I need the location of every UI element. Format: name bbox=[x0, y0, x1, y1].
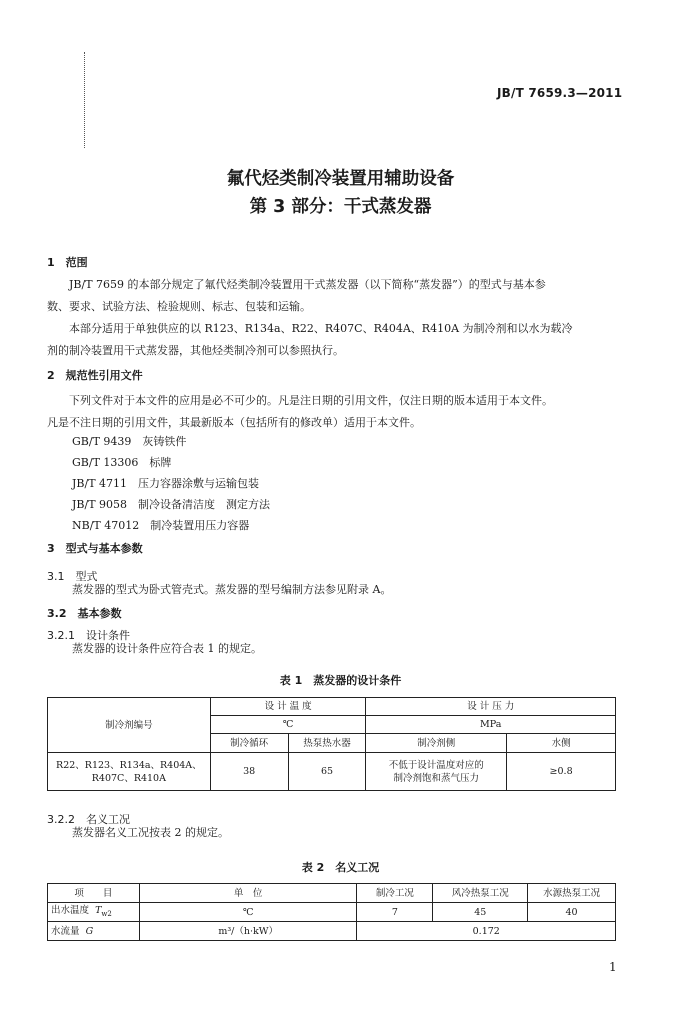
item-header: 项 目 bbox=[48, 884, 140, 903]
reference-item: JB/T 4711 压力容器涂敷与运输包装 bbox=[72, 477, 260, 490]
item-label: 出水温度 bbox=[51, 904, 90, 916]
design-temp-unit: ℃ bbox=[210, 716, 366, 734]
table-2 bbox=[47, 883, 616, 941]
table-1-caption: 表 1 蒸发器的设计条件 bbox=[279, 674, 402, 687]
cooling-cycle-header: 制冷循环 bbox=[210, 734, 288, 753]
item-label: 水流量 bbox=[51, 925, 80, 937]
reference-item: GB/T 9439 灰铸铁件 bbox=[72, 435, 187, 448]
cell-line: 制冷剂饱和蒸气压力 bbox=[393, 772, 480, 784]
flow-rate-value: 0.172 bbox=[357, 922, 616, 941]
section-1-heading: 1 范围 bbox=[47, 256, 88, 269]
heat-pump-cell: 65 bbox=[288, 753, 366, 791]
outlet-temp-water: 40 bbox=[528, 903, 616, 922]
design-pressure-unit: MPa bbox=[366, 716, 616, 734]
water-heat-pump-header: 水源热泵工况 bbox=[528, 884, 616, 903]
outlet-temp-cooling: 7 bbox=[357, 903, 433, 922]
design-pressure-header: 设 计 压 力 bbox=[366, 698, 616, 716]
outlet-temp-item bbox=[48, 903, 140, 922]
cooling-header: 制冷工况 bbox=[357, 884, 433, 903]
water-side-cell: ≥0.8 bbox=[507, 753, 616, 791]
section-3-2-heading: 3.2 基本参数 bbox=[47, 607, 122, 620]
reference-item: GB/T 13306 标牌 bbox=[72, 456, 172, 469]
binding-line bbox=[84, 52, 86, 148]
cell-line: R407C、R410A bbox=[91, 772, 166, 784]
design-temp-header: 设 计 温 度 bbox=[210, 698, 366, 716]
section-3-2-1-heading: 3.2.1 设计条件 bbox=[47, 629, 130, 642]
water-side-header: 水侧 bbox=[507, 734, 616, 753]
table-2-caption: 表 2 名义工况 bbox=[301, 861, 380, 874]
cooling-cycle-cell: 38 bbox=[210, 753, 288, 791]
outlet-temp-unit: ℃ bbox=[139, 903, 357, 922]
section-3-2-2-heading: 3.2.2 名义工况 bbox=[47, 813, 130, 826]
outlet-temp-air: 45 bbox=[433, 903, 528, 922]
refrigerant-header: 制冷剂编号 bbox=[48, 698, 211, 753]
flow-rate-item bbox=[48, 922, 140, 941]
table-1 bbox=[47, 697, 616, 791]
heat-pump-header: 热泵热水器 bbox=[288, 734, 366, 753]
para-line: 凡是不注日期的引用文件，其最新版本（包括所有的修改单）适用于本文件。 bbox=[47, 416, 421, 429]
refrigerant-side-cell bbox=[366, 753, 507, 791]
reference-item: JB/T 9058 制冷设备清洁度 测定方法 bbox=[72, 498, 271, 511]
item-symbol-sub: w2 bbox=[101, 909, 112, 918]
standard-code: JB/T 7659.3—2011 bbox=[497, 86, 623, 100]
section-3-1-text: 蒸发器的型式为卧式管壳式。蒸发器的型号编制方法参见附录 A。 bbox=[72, 583, 392, 596]
para-line: 数、要求、试验方法、检验规则、标志、包装和运输。 bbox=[47, 300, 311, 313]
refrigerant-side-header: 制冷剂侧 bbox=[366, 734, 507, 753]
para-line: 本部分适用于单独供应的以 R123、R134a、R22、R407C、R404A、R410A 为制冷剂和以水为载冷 bbox=[69, 322, 573, 335]
unit-header: 单 位 bbox=[139, 884, 357, 903]
para-line: 剂的制冷装置用干式蒸发器，其他烃类制冷剂可以参照执行。 bbox=[47, 344, 344, 357]
section-3-1-heading: 3.1 型式 bbox=[47, 570, 98, 583]
para-line: JB/T 7659 的本部分规定了氟代烃类制冷装置用干式蒸发器（以下简称“蒸发器”）的型式与基本参 bbox=[69, 278, 546, 291]
section-1-para-1 bbox=[47, 274, 617, 318]
cell-line: 不低于设计温度对应的 bbox=[388, 759, 484, 771]
section-2-para bbox=[47, 390, 617, 434]
section-1-para-2 bbox=[47, 318, 617, 362]
section-3-2-1-text: 蒸发器的设计条件应符合表 1 的规定。 bbox=[72, 642, 262, 655]
section-2-heading: 2 规范性引用文件 bbox=[47, 369, 143, 382]
doc-title: 氟代烃类制冷装置用辅助设备 bbox=[226, 169, 455, 189]
flow-rate-unit: m³/（h·kW） bbox=[139, 922, 357, 941]
page-number: 1 bbox=[609, 960, 617, 974]
doc-subtitle: 第 3 部分：干式蒸发器 bbox=[249, 197, 432, 217]
refrigerant-cell bbox=[48, 753, 211, 791]
section-3-2-2-text: 蒸发器名义工况按表 2 的规定。 bbox=[72, 826, 229, 839]
item-symbol: G bbox=[85, 925, 94, 937]
section-3-heading: 3 型式与基本参数 bbox=[47, 542, 143, 555]
para-line: 下列文件对于本文件的应用是必不可少的。凡是注日期的引用文件，仅注日期的版本适用于本文件。 bbox=[69, 394, 553, 407]
item-symbol: T bbox=[95, 904, 102, 916]
reference-item: NB/T 47012 制冷装置用压力容器 bbox=[72, 519, 250, 532]
cell-line: R22、R123、R134a、R404A、 bbox=[56, 759, 202, 771]
air-heat-pump-header: 风冷热泵工况 bbox=[433, 884, 528, 903]
